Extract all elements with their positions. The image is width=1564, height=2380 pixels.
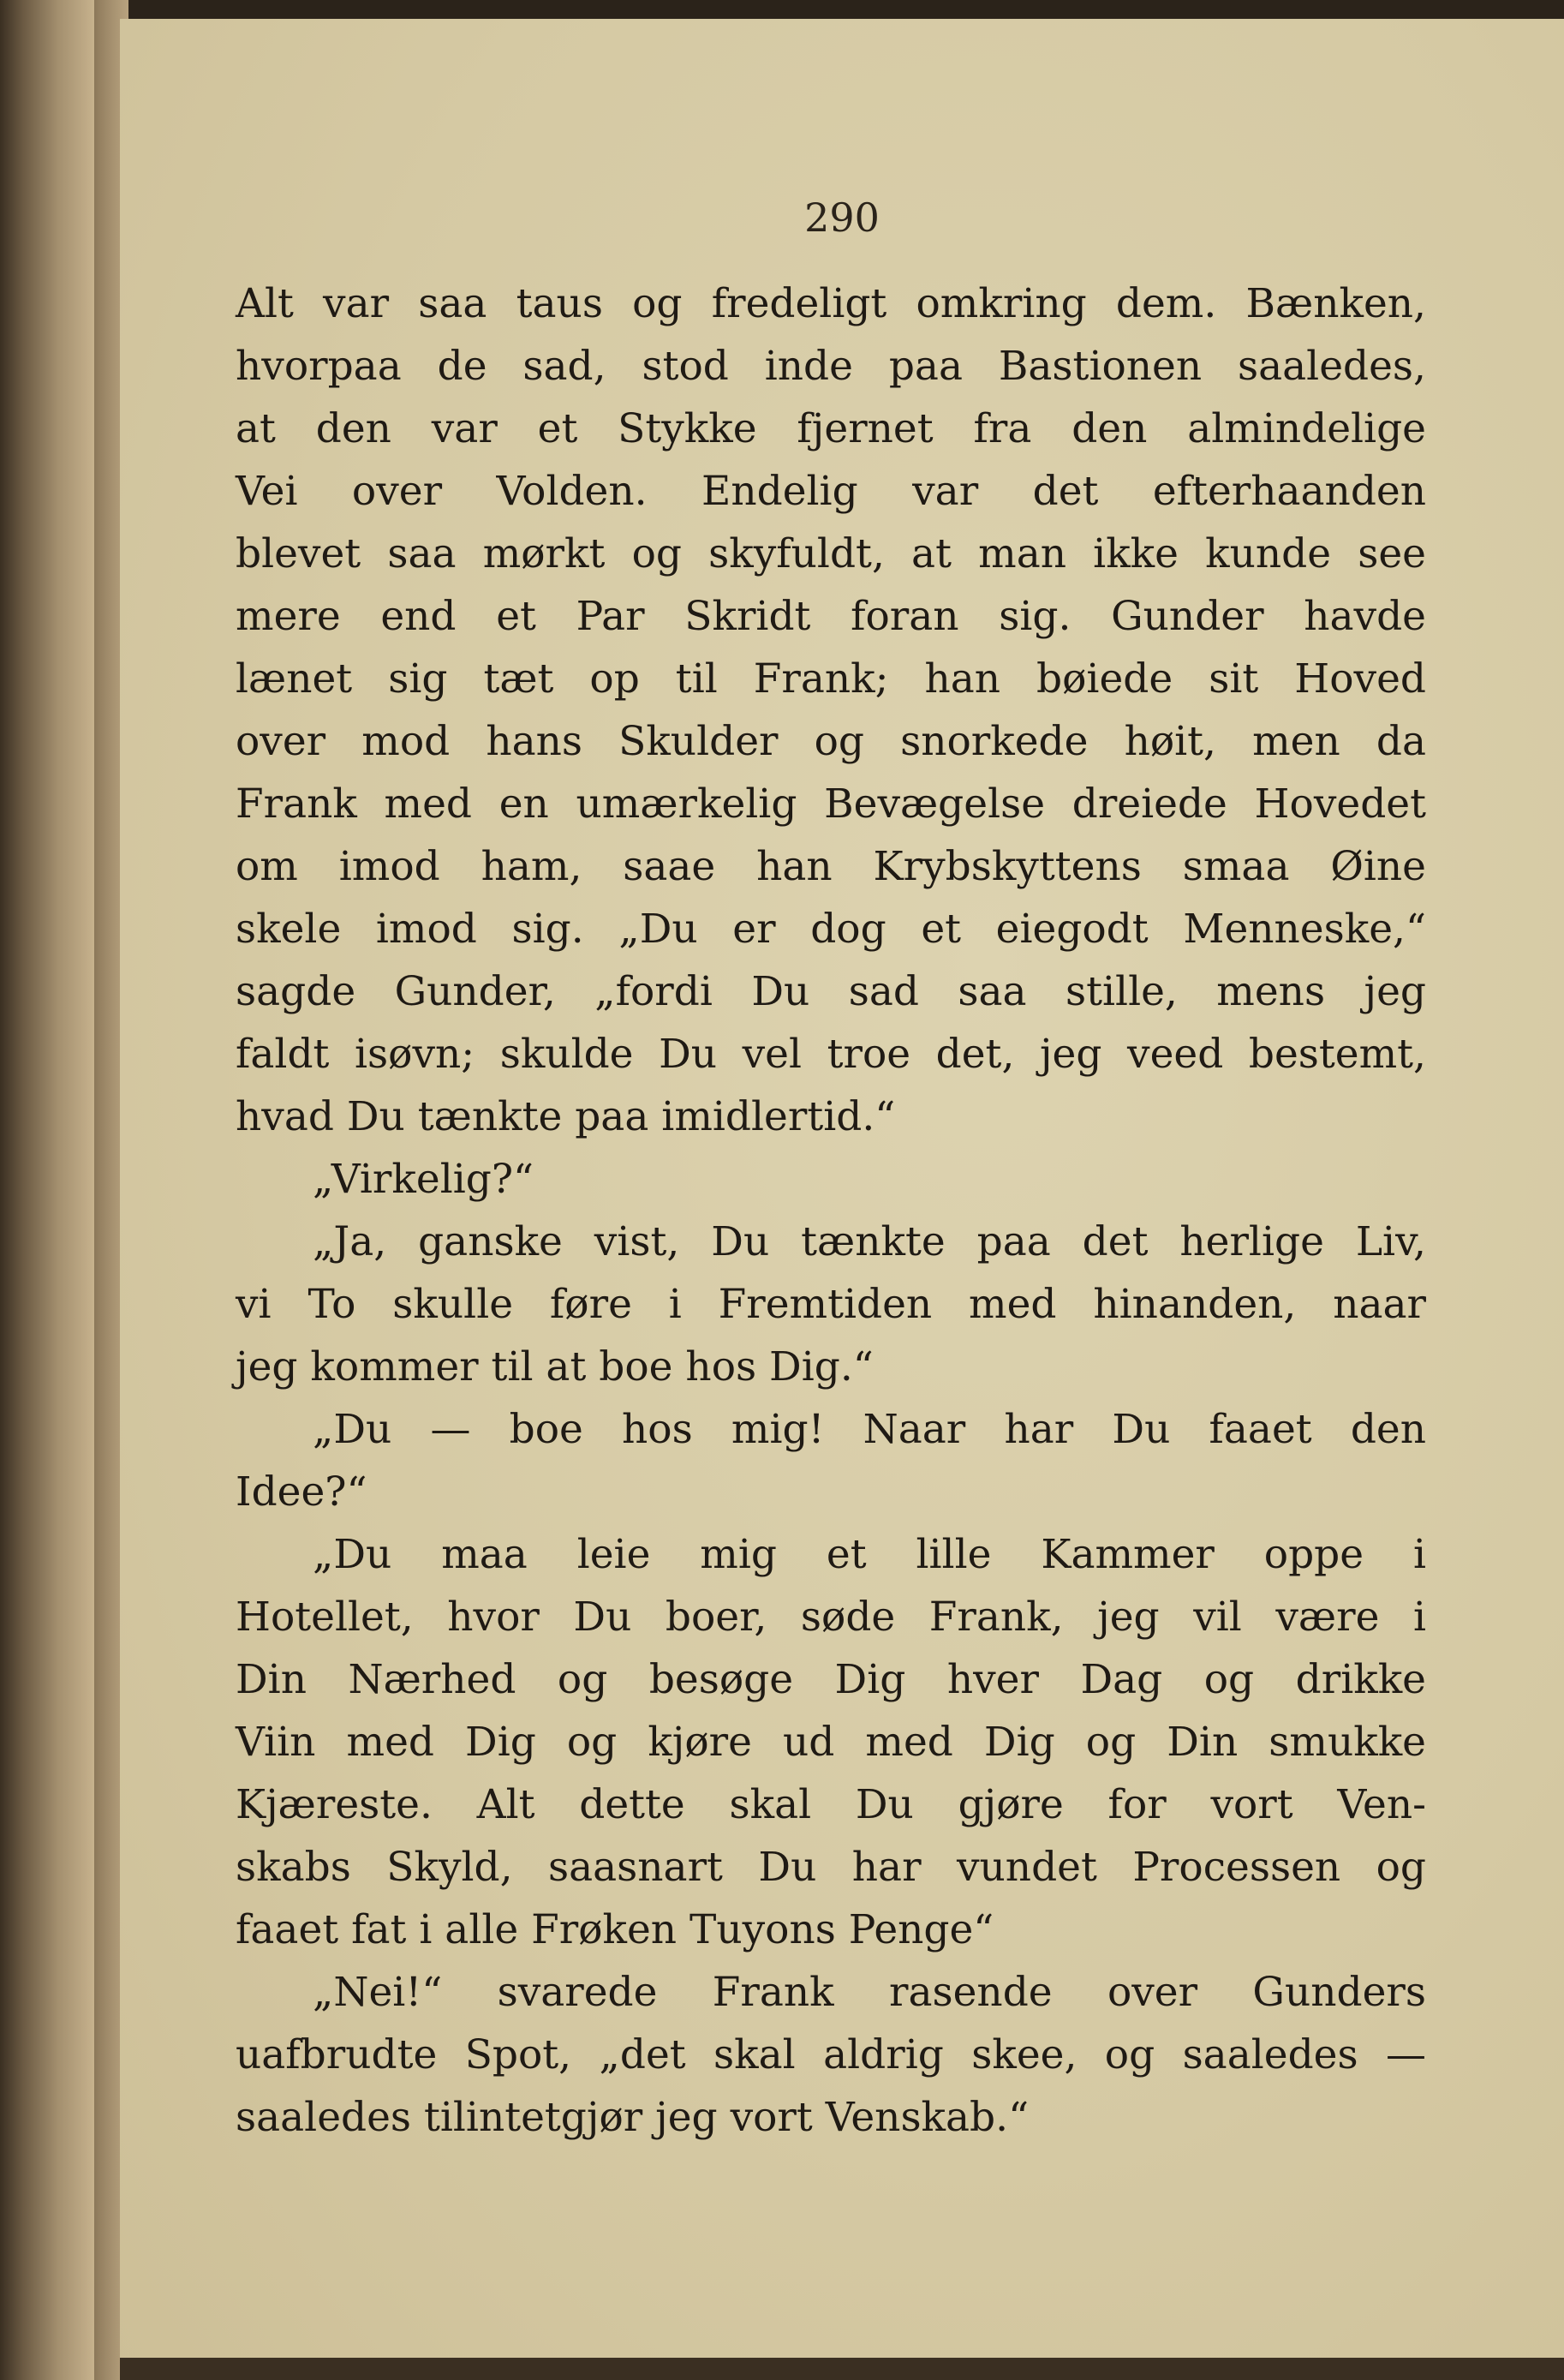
text-line: skele imod sig. „Du er dog et eiegodt Menneske,“ [236, 906, 1426, 953]
body-text [236, 272, 1426, 2149]
text-line: faldt isøvn; skulde Du vel troe det, jeg veed bestemt, [236, 1031, 1426, 1078]
text-line: Hotellet, hvor Du boer, søde Frank, jeg vil være i [236, 1594, 1426, 1641]
text-line: saaledes tilintetgjør jeg vort Venskab.“ [236, 2094, 1030, 2141]
text-line: „Nei!“ svarede Frank rasende over Gunders [313, 1969, 1426, 2016]
text-line: Kjæreste. Alt dette skal Du gjøre for vort Ven- [236, 1781, 1426, 1828]
text-line: „Du maa leie mig et lille Kammer oppe i [313, 1531, 1426, 1578]
text-line: Idee?“ [236, 1468, 367, 1516]
text-line: Viin med Dig og kjøre ud med Dig og Din smukke [236, 1719, 1426, 1766]
text-line: „Virkelig?“ [313, 1156, 534, 1203]
text-line: over mod hans Skulder og snorkede høit, men da [236, 718, 1426, 765]
text-line: mere end et Par Skridt foran sig. Gunder havde [236, 593, 1426, 640]
book-page-edge [0, 0, 128, 2380]
text-line: skabs Skyld, saasnart Du har vundet Processen og [236, 1844, 1426, 1891]
page-bottom-edge [120, 2358, 1564, 2380]
text-line: vi To skulle føre i Fremtiden med hinanden, naar [236, 1281, 1426, 1328]
text-line: Alt var saa taus og fredeligt omkring dem. Bænken, [236, 280, 1426, 327]
text-line: Din Nærhed og besøge Dig hver Dag og drikke [236, 1656, 1426, 1703]
text-line: „Du — boe hos mig! Naar har Du faaet den [313, 1406, 1426, 1453]
text-line: jeg kommer til at boe hos Dig.“ [236, 1343, 874, 1390]
text-line: Vei over Volden. Endelig var det efterhaanden [236, 468, 1426, 515]
text-line: uafbrudte Spot, „det skal aldrig skee, og saaledes — [236, 2031, 1426, 2078]
text-line: om imod ham, saae han Krybskyttens smaa Øine [236, 843, 1426, 890]
text-line: sagde Gunder, „fordi Du sad saa stille, mens jeg [236, 968, 1426, 1015]
text-line: blevet saa mørkt og skyfuldt, at man ikke kunde see [236, 530, 1426, 577]
text-line: lænet sig tæt op til Frank; han bøiede sit Hoved [236, 655, 1426, 703]
page-number: 290 [804, 194, 880, 241]
text-line: at den var et Stykke fjernet fra den almindelige [236, 405, 1426, 452]
text-line: hvorpaa de sad, stod inde paa Bastionen saaledes, [236, 343, 1426, 390]
text-line: hvad Du tænkte paa imidlertid.“ [236, 1093, 896, 1140]
text-line: Frank med en umærkelig Bevægelse dreiede Hovedet [236, 780, 1426, 828]
text-line: faaet fat i alle Frøken Tuyons Penge“ [236, 1906, 994, 1953]
text-line: „Ja, ganske vist, Du tænkte paa det herlige Liv, [313, 1218, 1426, 1265]
